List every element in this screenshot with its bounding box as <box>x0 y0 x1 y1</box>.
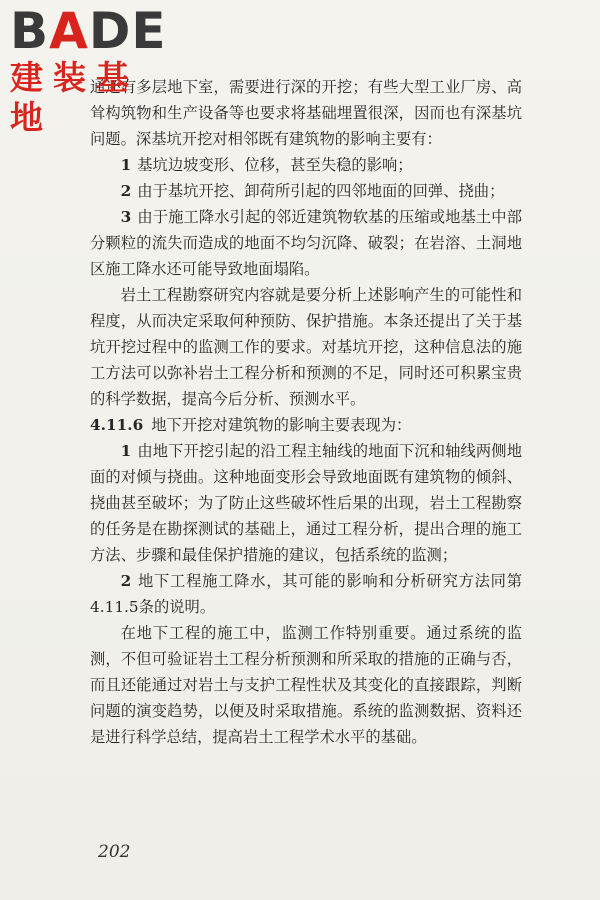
logo-subtitle: 建装基地 <box>10 58 139 137</box>
section-heading <box>90 412 522 438</box>
list-item-number: 3 <box>120 208 132 226</box>
list-item <box>90 152 522 178</box>
paragraph-analysis: 岩土工程勘察研究内容就是要分析上述影响产生的可能性和程度，从而决定采取何种预防、保护措施。本条还提出了关于基坑开挖过程中的监测工作的要求。对基坑开挖，这种信息法的施工方法可以弥补岩土工程分析和预测的不足，同时还可积累宝贵的科学数据，提高今后分析、预测水平。 <box>90 286 522 408</box>
page-number: 202 <box>98 842 131 862</box>
list-item-number: 1 <box>120 442 132 460</box>
paragraph-intro: 通还有多层地下室，需要进行深的开挖；有些大型工业厂房、高耸构筑物和生产设备等也要求将基础埋置很深，因而也有深基坑问题。深基坑开挖对相邻既有建筑物的影响主要有： <box>90 78 522 148</box>
section-number: 4.11.6 <box>90 416 144 434</box>
watermark-logo <box>10 2 180 137</box>
logo-brand <box>10 2 180 60</box>
list-item-number: 2 <box>120 182 132 200</box>
list-item <box>90 568 522 620</box>
list-item <box>90 204 522 282</box>
list-item-text: 由于基坑开挖、卸荷所引起的四邻地面的回弹、挠曲； <box>137 182 505 200</box>
list-item <box>90 438 522 568</box>
list-item-text: 地下工程施工降水，其可能的影响和分析研究方法同第4.11.5条的说明。 <box>90 572 522 616</box>
logo-brand-accent-letter: A <box>49 2 89 60</box>
list-item <box>90 178 522 204</box>
list-item-number: 1 <box>120 156 132 174</box>
list-item-text: 由于施工降水引起的邻近建筑物软基的压缩或地基土中部分颗粒的流失而造成的地面不均匀沉降、破裂；在岩溶、土洞地区施工降水还可能导致地面塌陷。 <box>90 208 522 278</box>
body-text <box>90 74 522 750</box>
list-item-text: 由地下开挖引起的沿工程主轴线的地面下沉和轴线两侧地面的对倾与挠曲。这种地面变形会导致地面既有建筑物的倾斜、挠曲甚至破坏；为了防止这些破坏性后果的出现，岩土工程勘察的任务是在勘探测试的基础上，通过工程分析，提出合理的施工方法、步骤和最佳保护措施的建议，包括系统的监测； <box>90 442 522 564</box>
paragraph-monitoring: 在地下工程的施工中，监测工作特别重要。通过系统的监测，不但可验证岩土工程分析预测和所采取的措施的正确与否，而且还能通过对岩土与支护工程性状及其变化的直接跟踪，判断问题的演变趋势，以便及时采取措施。系统的监测数据、资料还是进行科学总结，提高岩土工程学术水平的基础。 <box>90 624 522 746</box>
logo-brand-letters: DE <box>88 2 167 60</box>
section-title: 地下开挖对建筑物的影响主要表现为： <box>151 416 412 434</box>
logo-brand-letter: B <box>10 2 50 60</box>
list-item-number: 2 <box>120 572 132 590</box>
list-item-text: 基坑边坡变形、位移，甚至失稳的影响； <box>137 156 413 174</box>
